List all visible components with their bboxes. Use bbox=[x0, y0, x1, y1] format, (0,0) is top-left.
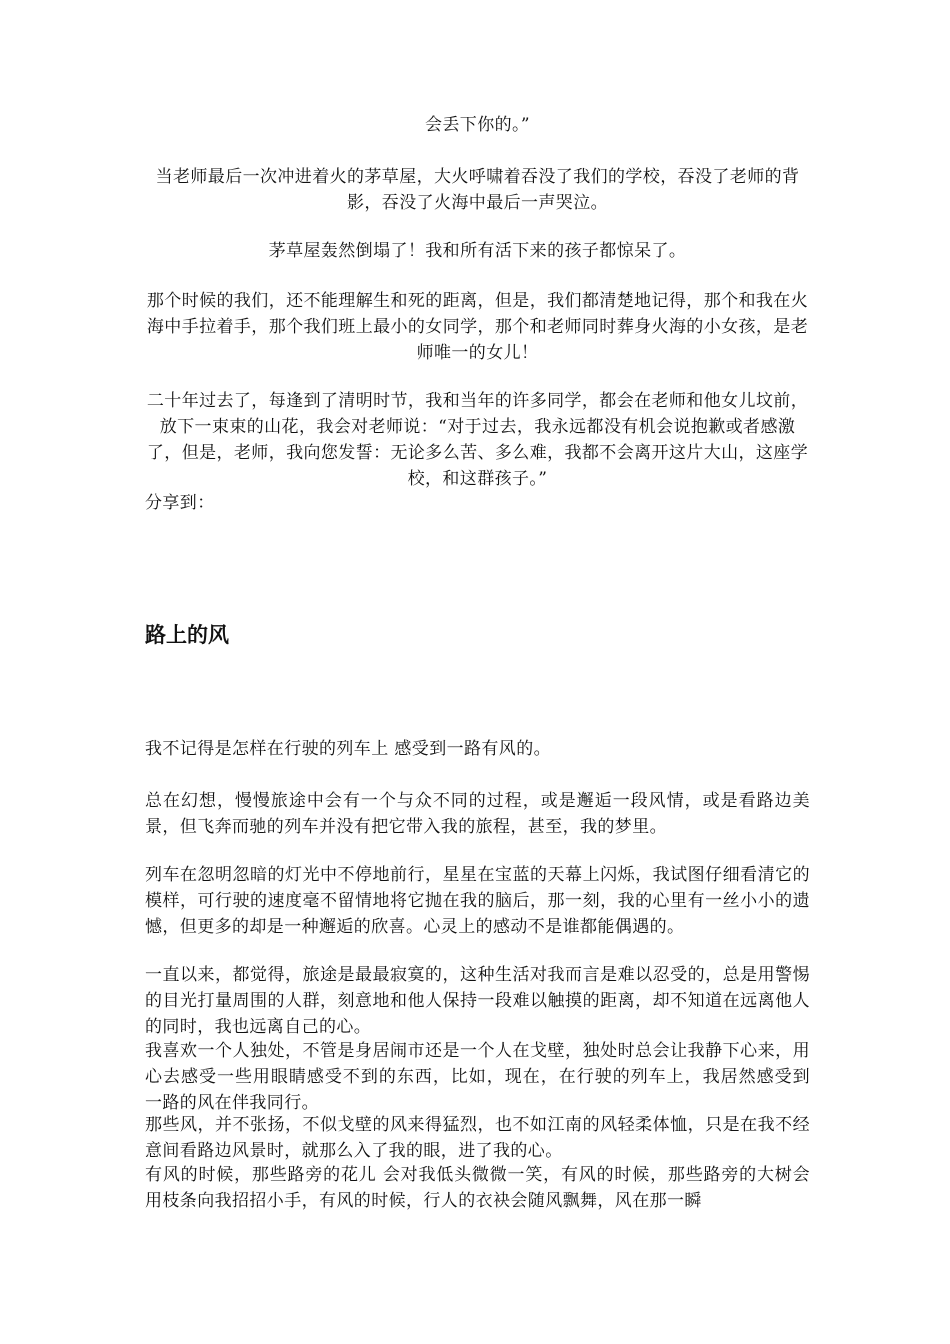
paragraph-fantasy: 总在幻想，慢慢旅途中会有一个与众不同的过程，或是邂逅一段风情，或是看路边美景，但飞奔而驰的列车并没有把它带入我的旅程，甚至，我的梦里。 bbox=[145, 791, 810, 837]
paragraph-lonely-journey: 一直以来，都觉得，旅途是最最寂寞的，这种生活对我而言是难以忍受的，总是用警惕的目光打量周围的人群，刻意地和他人保持一段难以触摸的距离，却不知道在远离他人的同时，我也远离自己的心。 bbox=[145, 965, 810, 1037]
paragraph-fire: 当老师最后一次冲进着火的茅草屋，大火呼啸着吞没了我们的学校，吞没了老师的背影，吞没了火海中最后一声哭泣。 bbox=[155, 167, 800, 213]
paragraph-gentle-wind: 那些风，并不张扬，不似戈壁的风来得猛烈，也不如江南的风轻柔体恤，只是在我不经意间看路边风景时，就那么入了我的眼，进了我的心。 bbox=[145, 1115, 810, 1161]
paragraph-closing-quote: 会丢下你的。” bbox=[425, 115, 530, 135]
paragraph-intro: 我不记得是怎样在行驶的列车上 感受到一路有风的。 bbox=[145, 739, 552, 759]
article-title: 路上的风 bbox=[145, 622, 229, 647]
paragraph-memory: 那个时候的我们，还不能理解生和死的距离，但是，我们都清楚地记得，那个和我在火海中手拉着手，那个我们班上最小的女同学，那个和老师同时葬身火海的小女孩，是老师唯一的女儿！ bbox=[146, 291, 809, 363]
paragraph-solitude: 我喜欢一个人独处，不管是身居闹市还是一个人在戈壁，独处时总会让我静下心来，用心去感受一些用眼睛感受不到的东西，比如，现在，在行驶的列车上，我居然感受到 一路的风在伴我同行。 bbox=[145, 1041, 828, 1113]
paragraph-windy-moments: 有风的时候，那些路旁的花儿 会对我低头微微一笑，有风的时候，那些路旁的大树会用枝条向我招招小手，有风的时候，行人的衣袂会随风飘舞，风在那一瞬 bbox=[145, 1165, 810, 1211]
paragraph-train-night: 列车在忽明忽暗的灯光中不停地前行，星星在宝蓝的天幕上闪烁，我试图仔细看清它的模样，可行驶的速度毫不留情地将它抛在我的脑后，那一刻，我的心里有一丝小小的遗憾，但更多的却是一种邂逅的欣喜。心灵上的感动不是谁都能偶遇的。 bbox=[145, 865, 810, 937]
paragraph-collapse: 茅草屋轰然倒塌了！我和所有活下来的孩子都惊呆了。 bbox=[268, 241, 687, 261]
paragraph-vow: 二十年过去了，每逢到了清明时节，我和当年的许多同学，都会在老师和他女儿坟前，放下一束束的山花，我会对老师说：“对于过去，我永远都没有机会说抱歉或者感激了，但是，老师，我向您发誓：无论多么苦、多么难，我都不会离开这片大山，这座学校，和这群孩子。” bbox=[146, 391, 809, 489]
share-label: 分享到： bbox=[145, 493, 215, 513]
